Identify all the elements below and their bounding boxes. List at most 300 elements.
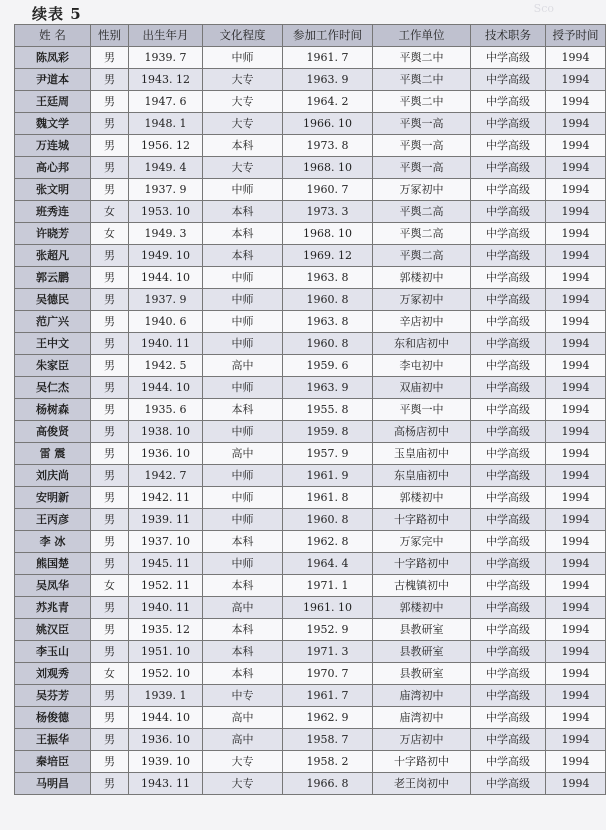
workplace-cell: 十字路初中 <box>373 553 471 575</box>
title-cell: 中学高级 <box>471 201 546 223</box>
title-cell: 中学高级 <box>471 223 546 245</box>
work-start-cell: 1960. 7 <box>283 179 373 201</box>
workplace-cell: 平舆二中 <box>373 91 471 113</box>
table-row <box>15 179 606 201</box>
work-start-cell: 1963. 9 <box>283 377 373 399</box>
table-row <box>15 729 606 751</box>
name-cell: 苏兆青 <box>15 597 91 619</box>
work-start-cell: 1961. 7 <box>283 47 373 69</box>
birth-cell: 1944. 10 <box>129 377 203 399</box>
title-cell: 中学高级 <box>471 289 546 311</box>
table-row <box>15 465 606 487</box>
work-start-cell: 1955. 8 <box>283 399 373 421</box>
education-cell: 中师 <box>203 509 283 531</box>
title-cell: 中学高级 <box>471 553 546 575</box>
education-cell: 本科 <box>203 663 283 685</box>
work-start-cell: 1958. 2 <box>283 751 373 773</box>
title-cell: 中学高级 <box>471 509 546 531</box>
gender-cell: 男 <box>91 729 129 751</box>
workplace-cell: 平舆一高 <box>373 113 471 135</box>
gender-cell: 男 <box>91 47 129 69</box>
birth-cell: 1937. 9 <box>129 179 203 201</box>
gender-cell: 男 <box>91 157 129 179</box>
award-year-cell: 1994 <box>546 465 606 487</box>
birth-cell: 1956. 12 <box>129 135 203 157</box>
education-cell: 中师 <box>203 421 283 443</box>
award-year-cell: 1994 <box>546 91 606 113</box>
birth-cell: 1947. 6 <box>129 91 203 113</box>
name-cell: 王廷周 <box>15 91 91 113</box>
education-cell: 大专 <box>203 773 283 795</box>
title-cell: 中学高级 <box>471 355 546 377</box>
birth-cell: 1940. 6 <box>129 311 203 333</box>
birth-cell: 1943. 12 <box>129 69 203 91</box>
staff-table <box>14 24 606 795</box>
table-row <box>15 113 606 135</box>
workplace-cell: 平舆一高 <box>373 157 471 179</box>
workplace-cell: 县教研室 <box>373 663 471 685</box>
work-start-cell: 1959. 6 <box>283 355 373 377</box>
award-year-cell: 1994 <box>546 223 606 245</box>
birth-cell: 1940. 11 <box>129 333 203 355</box>
title-cell: 中学高级 <box>471 421 546 443</box>
birth-cell: 1938. 10 <box>129 421 203 443</box>
table-header-row <box>15 25 606 47</box>
work-start-cell: 1962. 8 <box>283 531 373 553</box>
workplace-cell: 万冢初中 <box>373 179 471 201</box>
work-start-cell: 1961. 10 <box>283 597 373 619</box>
award-year-cell: 1994 <box>546 487 606 509</box>
name-cell: 万连城 <box>15 135 91 157</box>
name-cell: 王丙彦 <box>15 509 91 531</box>
workplace-cell: 郭楼初中 <box>373 487 471 509</box>
gender-cell: 男 <box>91 377 129 399</box>
col-gender: 性别 <box>91 25 129 47</box>
work-start-cell: 1963. 8 <box>283 311 373 333</box>
table-row <box>15 619 606 641</box>
work-start-cell: 1952. 9 <box>283 619 373 641</box>
birth-cell: 1937. 9 <box>129 289 203 311</box>
name-cell: 秦培臣 <box>15 751 91 773</box>
name-cell: 熊国楚 <box>15 553 91 575</box>
education-cell: 中专 <box>203 685 283 707</box>
work-start-cell: 1964. 2 <box>283 91 373 113</box>
name-cell: 魏文学 <box>15 113 91 135</box>
title-cell: 中学高级 <box>471 69 546 91</box>
gender-cell: 女 <box>91 201 129 223</box>
gender-cell: 男 <box>91 179 129 201</box>
table-row <box>15 531 606 553</box>
work-start-cell: 1960. 8 <box>283 333 373 355</box>
gender-cell: 男 <box>91 311 129 333</box>
gender-cell: 男 <box>91 355 129 377</box>
gender-cell: 男 <box>91 597 129 619</box>
education-cell: 中师 <box>203 179 283 201</box>
work-start-cell: 1961. 7 <box>283 685 373 707</box>
table-row <box>15 333 606 355</box>
workplace-cell: 十字路初中 <box>373 751 471 773</box>
name-cell: 王中文 <box>15 333 91 355</box>
birth-cell: 1944. 10 <box>129 267 203 289</box>
title-cell: 中学高级 <box>471 531 546 553</box>
title-cell: 中学高级 <box>471 311 546 333</box>
work-start-cell: 1962. 9 <box>283 707 373 729</box>
workplace-cell: 庙湾初中 <box>373 685 471 707</box>
gender-cell: 男 <box>91 289 129 311</box>
workplace-cell: 玉皇庙初中 <box>373 443 471 465</box>
workplace-cell: 万冢初中 <box>373 289 471 311</box>
education-cell: 高中 <box>203 355 283 377</box>
table-row <box>15 773 606 795</box>
education-cell: 中师 <box>203 267 283 289</box>
name-cell: 班秀连 <box>15 201 91 223</box>
work-start-cell: 1971. 3 <box>283 641 373 663</box>
table-row <box>15 443 606 465</box>
work-start-cell: 1963. 8 <box>283 267 373 289</box>
corner-mark: Sco <box>533 2 554 15</box>
education-cell: 中师 <box>203 377 283 399</box>
name-cell: 高心邦 <box>15 157 91 179</box>
education-cell: 本科 <box>203 575 283 597</box>
award-year-cell: 1994 <box>546 355 606 377</box>
birth-cell: 1949. 10 <box>129 245 203 267</box>
workplace-cell: 万冢完中 <box>373 531 471 553</box>
work-start-cell: 1971. 1 <box>283 575 373 597</box>
col-title: 技术职务 <box>471 25 546 47</box>
table-row <box>15 707 606 729</box>
birth-cell: 1952. 10 <box>129 663 203 685</box>
col-workplace: 工作单位 <box>373 25 471 47</box>
name-cell: 李 冰 <box>15 531 91 553</box>
work-start-cell: 1973. 3 <box>283 201 373 223</box>
work-start-cell: 1968. 10 <box>283 223 373 245</box>
title-cell: 中学高级 <box>471 773 546 795</box>
workplace-cell: 辛店初中 <box>373 311 471 333</box>
work-start-cell: 1963. 9 <box>283 69 373 91</box>
education-cell: 本科 <box>203 531 283 553</box>
workplace-cell: 郭楼初中 <box>373 267 471 289</box>
education-cell: 大专 <box>203 69 283 91</box>
award-year-cell: 1994 <box>546 135 606 157</box>
birth-cell: 1949. 3 <box>129 223 203 245</box>
award-year-cell: 1994 <box>546 509 606 531</box>
table-row <box>15 377 606 399</box>
gender-cell: 女 <box>91 663 129 685</box>
title-cell: 中学高级 <box>471 641 546 663</box>
title-cell: 中学高级 <box>471 157 546 179</box>
birth-cell: 1945. 11 <box>129 553 203 575</box>
education-cell: 本科 <box>203 135 283 157</box>
award-year-cell: 1994 <box>546 663 606 685</box>
work-start-cell: 1969. 12 <box>283 245 373 267</box>
birth-cell: 1942. 5 <box>129 355 203 377</box>
birth-cell: 1952. 11 <box>129 575 203 597</box>
gender-cell: 男 <box>91 267 129 289</box>
gender-cell: 女 <box>91 575 129 597</box>
table-row <box>15 267 606 289</box>
gender-cell: 男 <box>91 113 129 135</box>
gender-cell: 男 <box>91 641 129 663</box>
work-start-cell: 1957. 9 <box>283 443 373 465</box>
table-row <box>15 223 606 245</box>
gender-cell: 男 <box>91 465 129 487</box>
name-cell: 刘庆尚 <box>15 465 91 487</box>
award-year-cell: 1994 <box>546 531 606 553</box>
title-cell: 中学高级 <box>471 333 546 355</box>
award-year-cell: 1994 <box>546 267 606 289</box>
award-year-cell: 1994 <box>546 641 606 663</box>
birth-cell: 1937. 10 <box>129 531 203 553</box>
gender-cell: 男 <box>91 421 129 443</box>
gender-cell: 男 <box>91 443 129 465</box>
birth-cell: 1944. 10 <box>129 707 203 729</box>
name-cell: 许晓芳 <box>15 223 91 245</box>
work-start-cell: 1966. 10 <box>283 113 373 135</box>
name-cell: 朱家臣 <box>15 355 91 377</box>
table-row <box>15 399 606 421</box>
name-cell: 刘观秀 <box>15 663 91 685</box>
workplace-cell: 郭楼初中 <box>373 597 471 619</box>
title-cell: 中学高级 <box>471 465 546 487</box>
title-cell: 中学高级 <box>471 91 546 113</box>
col-education: 文化程度 <box>203 25 283 47</box>
education-cell: 大专 <box>203 91 283 113</box>
work-start-cell: 1958. 7 <box>283 729 373 751</box>
education-cell: 高中 <box>203 729 283 751</box>
workplace-cell: 平舆二中 <box>373 69 471 91</box>
workplace-cell: 十字路初中 <box>373 509 471 531</box>
work-start-cell: 1966. 8 <box>283 773 373 795</box>
award-year-cell: 1994 <box>546 377 606 399</box>
name-cell: 吴凤华 <box>15 575 91 597</box>
award-year-cell: 1994 <box>546 575 606 597</box>
award-year-cell: 1994 <box>546 245 606 267</box>
title-cell: 中学高级 <box>471 751 546 773</box>
col-name: 姓 名 <box>15 25 91 47</box>
table-row <box>15 69 606 91</box>
title-cell: 中学高级 <box>471 245 546 267</box>
workplace-cell: 平舆二中 <box>373 47 471 69</box>
workplace-cell: 县教研室 <box>373 641 471 663</box>
title-cell: 中学高级 <box>471 729 546 751</box>
table-row <box>15 157 606 179</box>
education-cell: 本科 <box>203 201 283 223</box>
award-year-cell: 1994 <box>546 333 606 355</box>
title-cell: 中学高级 <box>471 267 546 289</box>
workplace-cell: 平舆二高 <box>373 245 471 267</box>
birth-cell: 1940. 11 <box>129 597 203 619</box>
name-cell: 尹道本 <box>15 69 91 91</box>
title-cell: 中学高级 <box>471 663 546 685</box>
birth-cell: 1935. 6 <box>129 399 203 421</box>
table-row <box>15 663 606 685</box>
name-cell: 吴芬芳 <box>15 685 91 707</box>
education-cell: 本科 <box>203 399 283 421</box>
gender-cell: 男 <box>91 707 129 729</box>
education-cell: 本科 <box>203 641 283 663</box>
title-cell: 中学高级 <box>471 135 546 157</box>
award-year-cell: 1994 <box>546 443 606 465</box>
award-year-cell: 1994 <box>546 729 606 751</box>
award-year-cell: 1994 <box>546 597 606 619</box>
gender-cell: 男 <box>91 531 129 553</box>
title-cell: 中学高级 <box>471 487 546 509</box>
education-cell: 本科 <box>203 223 283 245</box>
table-row <box>15 575 606 597</box>
birth-cell: 1939. 11 <box>129 509 203 531</box>
education-cell: 大专 <box>203 751 283 773</box>
title-cell: 中学高级 <box>471 685 546 707</box>
table-row <box>15 641 606 663</box>
work-start-cell: 1961. 9 <box>283 465 373 487</box>
table-row <box>15 597 606 619</box>
name-cell: 陈凤彩 <box>15 47 91 69</box>
birth-cell: 1943. 11 <box>129 773 203 795</box>
title-cell: 中学高级 <box>471 707 546 729</box>
award-year-cell: 1994 <box>546 751 606 773</box>
name-cell: 王振华 <box>15 729 91 751</box>
education-cell: 中师 <box>203 333 283 355</box>
name-cell: 杨俊德 <box>15 707 91 729</box>
name-cell: 李玉山 <box>15 641 91 663</box>
gender-cell: 男 <box>91 553 129 575</box>
education-cell: 中师 <box>203 47 283 69</box>
gender-cell: 男 <box>91 751 129 773</box>
title-cell: 中学高级 <box>471 597 546 619</box>
education-cell: 高中 <box>203 597 283 619</box>
title-cell: 中学高级 <box>471 47 546 69</box>
birth-cell: 1939. 1 <box>129 685 203 707</box>
name-cell: 雷 震 <box>15 443 91 465</box>
award-year-cell: 1994 <box>546 179 606 201</box>
name-cell: 张超凡 <box>15 245 91 267</box>
workplace-cell: 双庙初中 <box>373 377 471 399</box>
title-cell: 中学高级 <box>471 179 546 201</box>
work-start-cell: 1964. 4 <box>283 553 373 575</box>
gender-cell: 男 <box>91 333 129 355</box>
workplace-cell: 高杨店初中 <box>373 421 471 443</box>
name-cell: 杨树森 <box>15 399 91 421</box>
education-cell: 大专 <box>203 157 283 179</box>
education-cell: 中师 <box>203 553 283 575</box>
award-year-cell: 1994 <box>546 69 606 91</box>
birth-cell: 1942. 11 <box>129 487 203 509</box>
workplace-cell: 平舆一中 <box>373 399 471 421</box>
award-year-cell: 1994 <box>546 619 606 641</box>
workplace-cell: 李屯初中 <box>373 355 471 377</box>
col-birth: 出生年月 <box>129 25 203 47</box>
table-row <box>15 201 606 223</box>
workplace-cell: 万店初中 <box>373 729 471 751</box>
award-year-cell: 1994 <box>546 707 606 729</box>
work-start-cell: 1968. 10 <box>283 157 373 179</box>
education-cell: 中师 <box>203 487 283 509</box>
title-cell: 中学高级 <box>471 619 546 641</box>
birth-cell: 1948. 1 <box>129 113 203 135</box>
table-row <box>15 311 606 333</box>
table-row <box>15 487 606 509</box>
title-cell: 中学高级 <box>471 377 546 399</box>
work-start-cell: 1961. 8 <box>283 487 373 509</box>
gender-cell: 男 <box>91 619 129 641</box>
workplace-cell: 古槐镇初中 <box>373 575 471 597</box>
title-cell: 中学高级 <box>471 443 546 465</box>
table-row <box>15 47 606 69</box>
table-row <box>15 553 606 575</box>
table-row <box>15 509 606 531</box>
name-cell: 郭云鹏 <box>15 267 91 289</box>
name-cell: 范广兴 <box>15 311 91 333</box>
education-cell: 中师 <box>203 311 283 333</box>
name-cell: 安明新 <box>15 487 91 509</box>
name-cell: 张文明 <box>15 179 91 201</box>
gender-cell: 男 <box>91 685 129 707</box>
education-cell: 高中 <box>203 707 283 729</box>
table-caption: 续表 5 <box>32 5 82 23</box>
col-award-year: 授予时间 <box>546 25 606 47</box>
name-cell: 高俊贤 <box>15 421 91 443</box>
award-year-cell: 1994 <box>546 685 606 707</box>
name-cell: 吴德民 <box>15 289 91 311</box>
award-year-cell: 1994 <box>546 553 606 575</box>
gender-cell: 女 <box>91 223 129 245</box>
birth-cell: 1951. 10 <box>129 641 203 663</box>
gender-cell: 男 <box>91 509 129 531</box>
name-cell: 马明昌 <box>15 773 91 795</box>
gender-cell: 男 <box>91 135 129 157</box>
work-start-cell: 1960. 8 <box>283 289 373 311</box>
workplace-cell: 平舆一高 <box>373 135 471 157</box>
birth-cell: 1953. 10 <box>129 201 203 223</box>
work-start-cell: 1970. 7 <box>283 663 373 685</box>
workplace-cell: 平舆二高 <box>373 223 471 245</box>
birth-cell: 1939. 7 <box>129 47 203 69</box>
education-cell: 本科 <box>203 619 283 641</box>
title-cell: 中学高级 <box>471 575 546 597</box>
table-row <box>15 421 606 443</box>
education-cell: 大专 <box>203 113 283 135</box>
name-cell: 姚汉臣 <box>15 619 91 641</box>
birth-cell: 1939. 10 <box>129 751 203 773</box>
gender-cell: 男 <box>91 773 129 795</box>
workplace-cell: 县教研室 <box>373 619 471 641</box>
award-year-cell: 1994 <box>546 201 606 223</box>
award-year-cell: 1994 <box>546 773 606 795</box>
title-cell: 中学高级 <box>471 113 546 135</box>
col-work-start: 参加工作时间 <box>283 25 373 47</box>
education-cell: 中师 <box>203 289 283 311</box>
table-row <box>15 289 606 311</box>
work-start-cell: 1959. 8 <box>283 421 373 443</box>
birth-cell: 1935. 12 <box>129 619 203 641</box>
gender-cell: 男 <box>91 487 129 509</box>
title-cell: 中学高级 <box>471 399 546 421</box>
gender-cell: 男 <box>91 245 129 267</box>
gender-cell: 男 <box>91 69 129 91</box>
education-cell: 中师 <box>203 465 283 487</box>
work-start-cell: 1973. 8 <box>283 135 373 157</box>
birth-cell: 1949. 4 <box>129 157 203 179</box>
award-year-cell: 1994 <box>546 289 606 311</box>
birth-cell: 1936. 10 <box>129 443 203 465</box>
birth-cell: 1942. 7 <box>129 465 203 487</box>
award-year-cell: 1994 <box>546 157 606 179</box>
award-year-cell: 1994 <box>546 47 606 69</box>
award-year-cell: 1994 <box>546 113 606 135</box>
table-row <box>15 355 606 377</box>
table-row <box>15 135 606 157</box>
table-row <box>15 245 606 267</box>
